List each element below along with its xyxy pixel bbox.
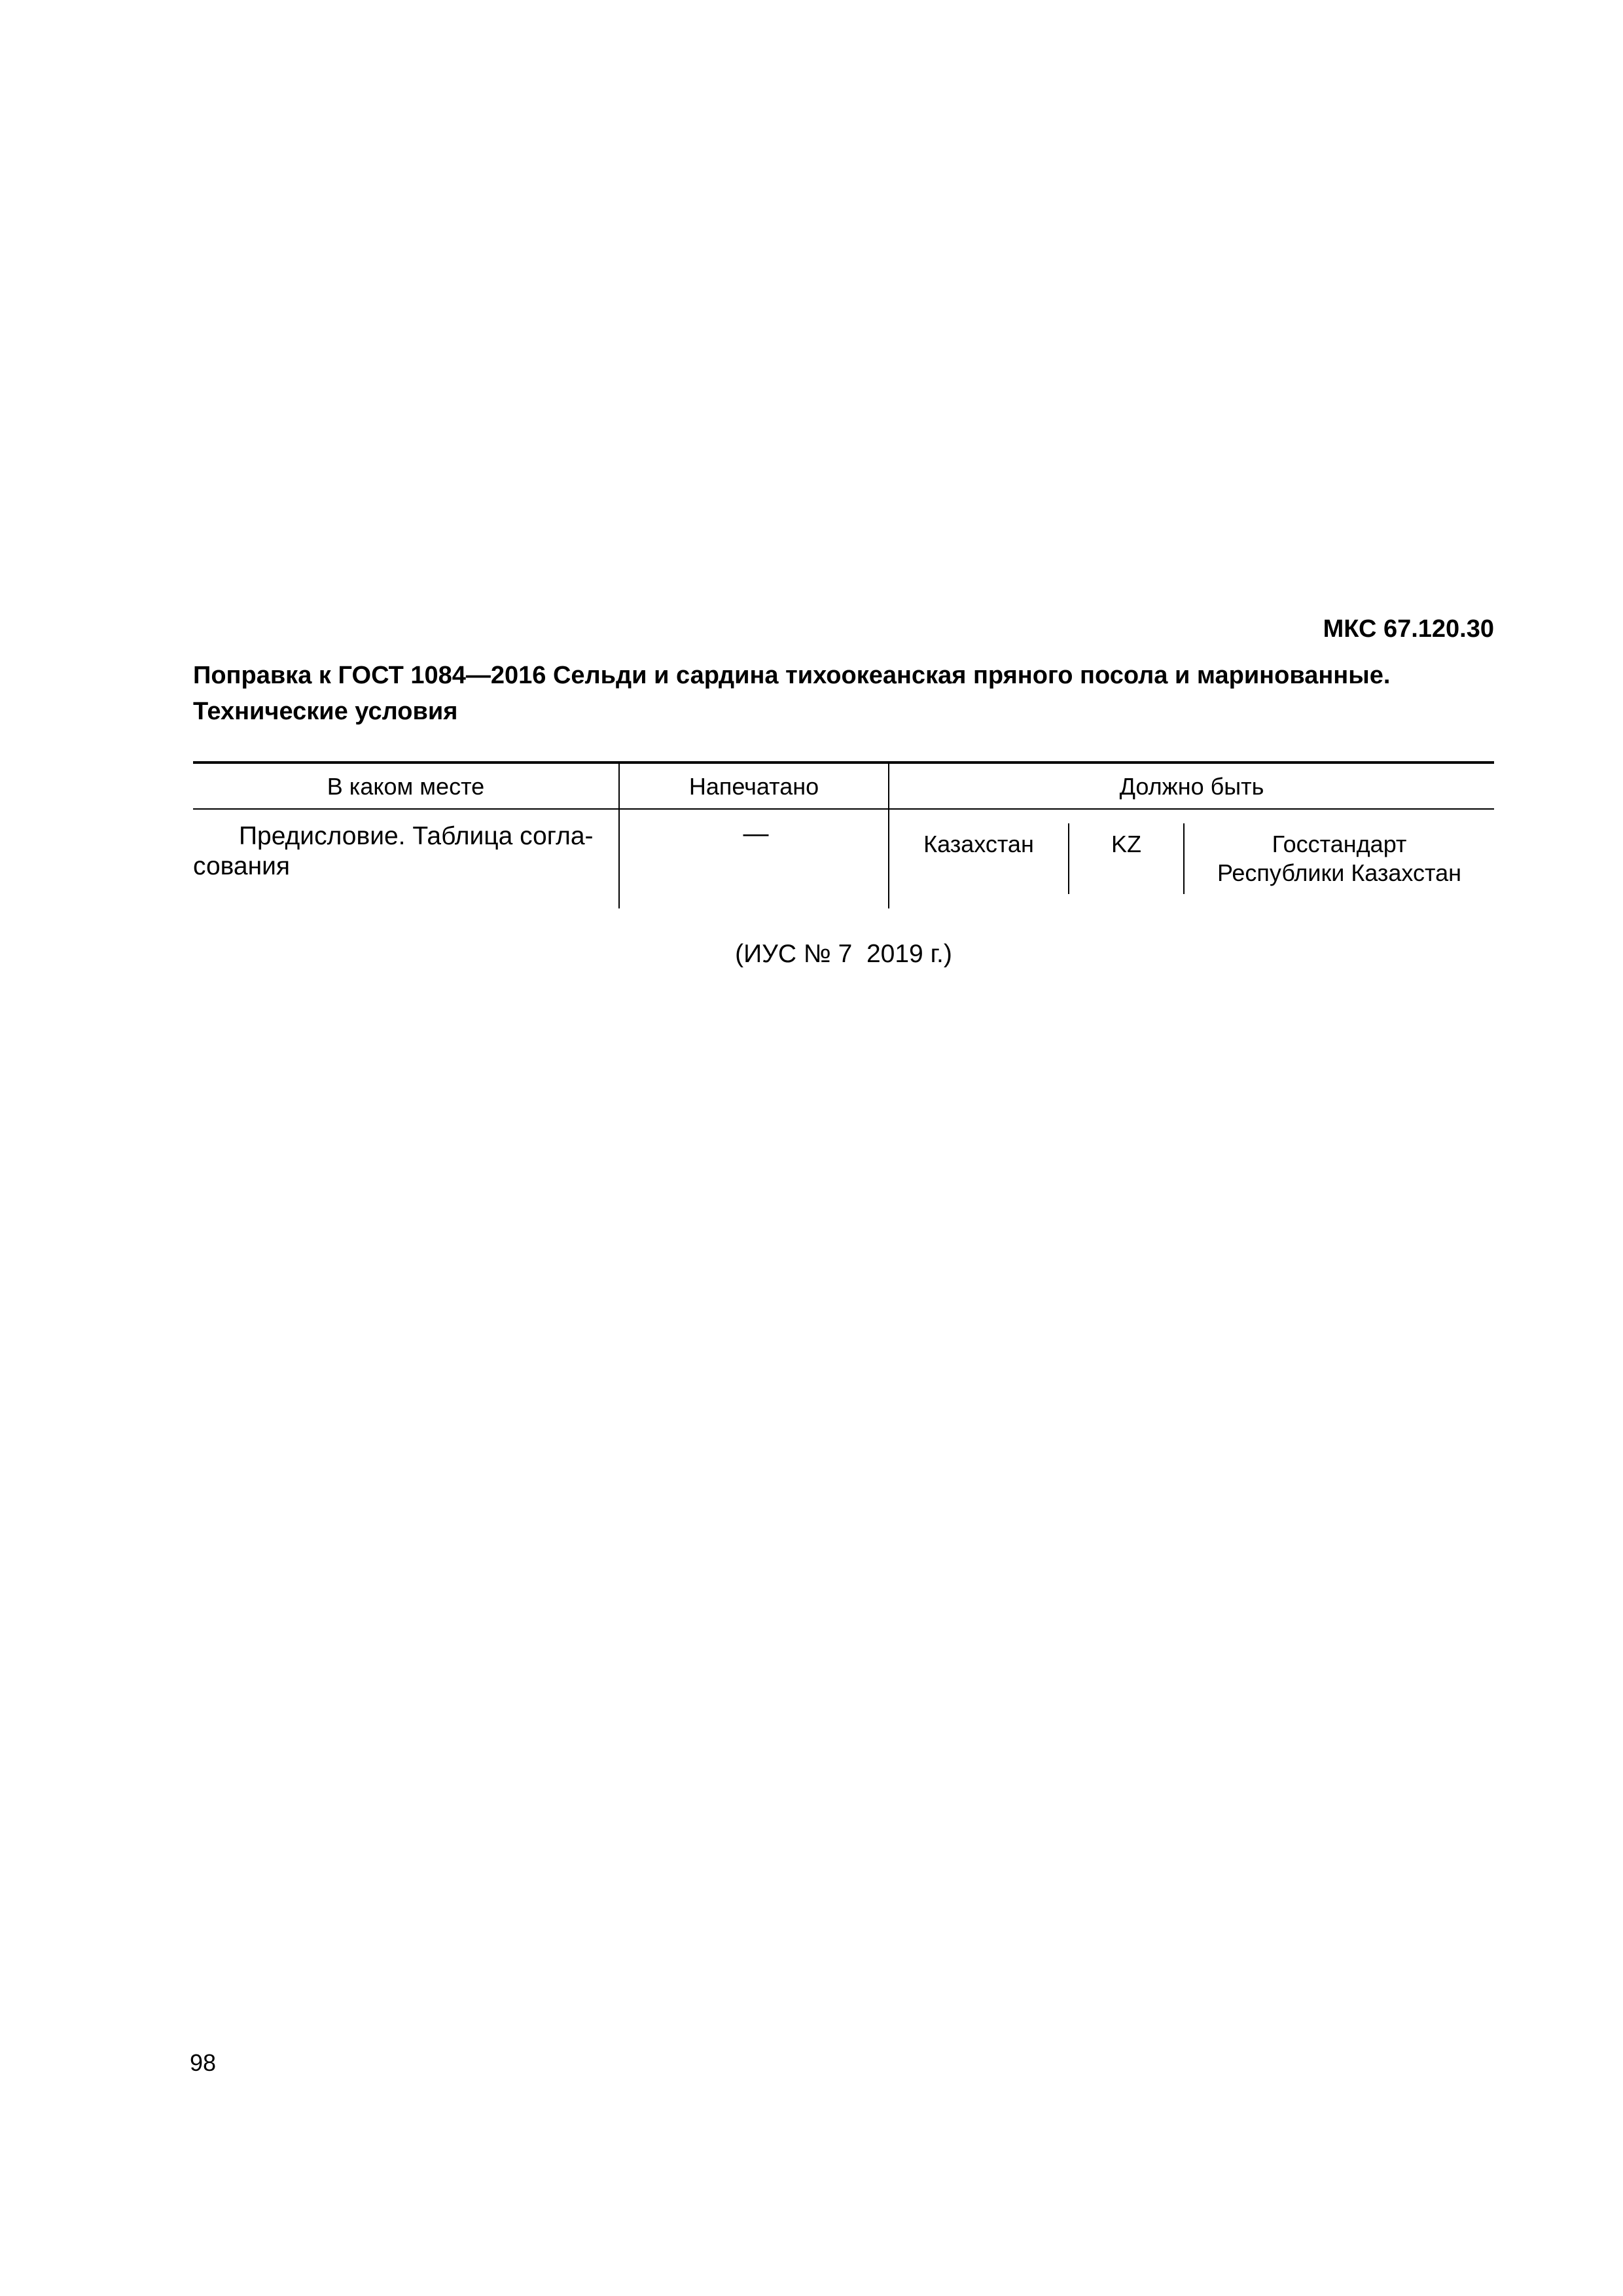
place-line-1: Предисловие. Таблица согла- (239, 822, 594, 850)
standards-body-line-1: Госстандарт (1272, 831, 1407, 857)
place-line-2: сования (193, 852, 291, 880)
document-title-line-2: Технические условия (193, 698, 458, 725)
document-title-line-1: Поправка к ГОСТ 1084—2016 Сельди и сардина тихоокеанская пряного посола и маринованные. (193, 662, 1391, 689)
mks-classification-code: МКС 67.120.30 (1323, 615, 1494, 643)
table-cell-place (193, 821, 612, 882)
table-top-rule (193, 761, 1494, 764)
table-cell-standards-body (1185, 830, 1494, 888)
table-cell-printed: — (743, 819, 769, 848)
correction-table (193, 761, 1494, 908)
header-place: В каком месте (327, 773, 485, 800)
page-number: 98 (190, 2049, 217, 2076)
table-cell-country-code: KZ (1111, 831, 1141, 857)
header-should-be: Должно быть (1119, 773, 1264, 800)
table-cell-country: Казахстан (923, 831, 1034, 857)
table-header-rule (193, 808, 1494, 810)
header-printed: Напечатано (688, 773, 819, 800)
issue-reference: (ИУС № 7 2019 г.) (735, 940, 952, 968)
standards-body-line-2: Республики Казахстан (1217, 859, 1462, 886)
document-title (193, 658, 1499, 730)
